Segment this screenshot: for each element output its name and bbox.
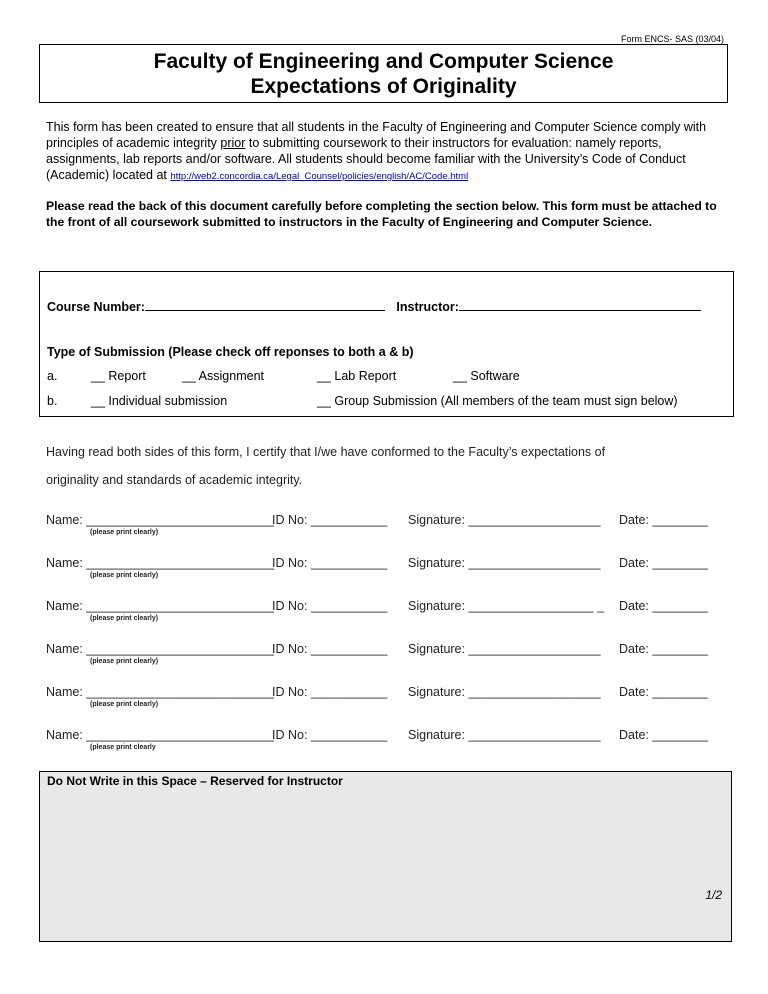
intro-paragraph	[46, 119, 736, 185]
print-clearly-note: (please print clearly)	[90, 529, 159, 536]
instructor-field[interactable]	[459, 298, 701, 311]
date-field[interactable]: Date: ________	[619, 599, 708, 613]
id-field[interactable]: ID No: ___________	[272, 556, 388, 570]
code-of-conduct-link[interactable]: http://web2.concordia.ca/Legal_Counsel/policies/english/AC/Code.html	[170, 171, 469, 182]
id-field[interactable]: ID No: ___________	[272, 599, 388, 613]
name-field[interactable]: Name: ___________________________	[46, 556, 274, 570]
name-field[interactable]: Name: ___________________________	[46, 728, 274, 742]
submission-row-a	[47, 369, 727, 385]
name-field[interactable]: Name: ___________________________	[46, 642, 274, 656]
intro-text-2: to submitting coursework to their instructors for evaluation: namely reports, assignments, lab reports and/or software. All students should become familiar with the University’s Code of Conduct (Academic) located at	[46, 136, 686, 182]
signature-field[interactable]: Signature: ___________________	[408, 728, 601, 742]
id-field[interactable]: ID No: ___________	[272, 513, 388, 527]
signature-field[interactable]: Signature: __________________ _	[408, 599, 605, 613]
option-software[interactable]: __ Software	[453, 369, 520, 383]
submission-heading: Type of Submission (Please check off reponses to both a & b)	[47, 345, 414, 359]
date-field[interactable]: Date: ________	[619, 513, 708, 527]
id-field[interactable]: ID No: ___________	[272, 728, 388, 742]
course-number-field[interactable]	[145, 298, 385, 311]
instructor-reserved-box	[39, 771, 732, 942]
instructor-label: Instructor:	[396, 300, 459, 314]
date-field[interactable]: Date: ________	[619, 642, 708, 656]
signature-field[interactable]: Signature: ___________________	[408, 685, 601, 699]
option-assignment[interactable]: __ Assignment	[182, 369, 264, 383]
name-field[interactable]: Name: ___________________________	[46, 685, 274, 699]
title-box	[39, 44, 728, 103]
submission-row-b	[47, 394, 727, 410]
signature-field[interactable]: Signature: ___________________	[408, 642, 601, 656]
form-code: Form ENCS- SAS (03/04)	[620, 34, 724, 44]
title-line-1: Faculty of Engineering and Computer Science	[153, 50, 614, 73]
row-b-letter: b.	[47, 394, 58, 408]
course-number-label: Course Number:	[47, 300, 145, 314]
signature-field[interactable]: Signature: ___________________	[408, 556, 601, 570]
print-clearly-note: (please print clearly)	[90, 615, 159, 622]
option-individual[interactable]: __ Individual submission	[91, 394, 228, 408]
name-field[interactable]: Name: ___________________________	[46, 599, 274, 613]
date-field[interactable]: Date: ________	[619, 556, 708, 570]
name-field[interactable]: Name: ___________________________	[46, 513, 274, 527]
course-info-box	[39, 271, 734, 417]
print-clearly-note: (please print clearly	[90, 744, 156, 751]
id-field[interactable]: ID No: ___________	[272, 685, 388, 699]
print-clearly-note: (please print clearly)	[90, 658, 159, 665]
print-clearly-note: (please print clearly)	[90, 701, 159, 708]
option-report[interactable]: __ Report	[91, 369, 146, 383]
instructions-paragraph: Please read the back of this document carefully before completing the section below. This form must be attached to the front of all coursework submitted to instructors in the Faculty of Engineering and Computer Science.	[46, 199, 717, 229]
id-field[interactable]: ID No: ___________	[272, 642, 388, 656]
reserved-label: Do Not Write in this Space – Reserved for Instructor	[47, 774, 343, 788]
title-line-2: Expectations of Originality	[250, 75, 517, 98]
signature-field[interactable]: Signature: ___________________	[408, 513, 601, 527]
row-a-letter: a.	[47, 369, 58, 383]
certify-line-2: originality and standards of academic integrity.	[46, 473, 303, 487]
page-number: 1/2	[705, 888, 722, 902]
intro-prior: prior	[220, 136, 246, 150]
course-row	[47, 298, 701, 314]
print-clearly-note: (please print clearly)	[90, 572, 159, 579]
option-lab-report[interactable]: __ Lab Report	[317, 369, 397, 383]
certify-statement	[46, 438, 736, 494]
date-field[interactable]: Date: ________	[619, 728, 708, 742]
intro-text-1: This form has been created to ensure that all students in the Faculty of Engineering and Computer Science comply with principles of academic integrity	[46, 120, 707, 150]
certify-line-1: Having read both sides of this form, I certify that I/we have conformed to the Faculty’s expectations of	[46, 445, 606, 459]
date-field[interactable]: Date: ________	[619, 685, 708, 699]
option-group[interactable]: __ Group Submission (All members of the team must sign below)	[317, 394, 678, 408]
